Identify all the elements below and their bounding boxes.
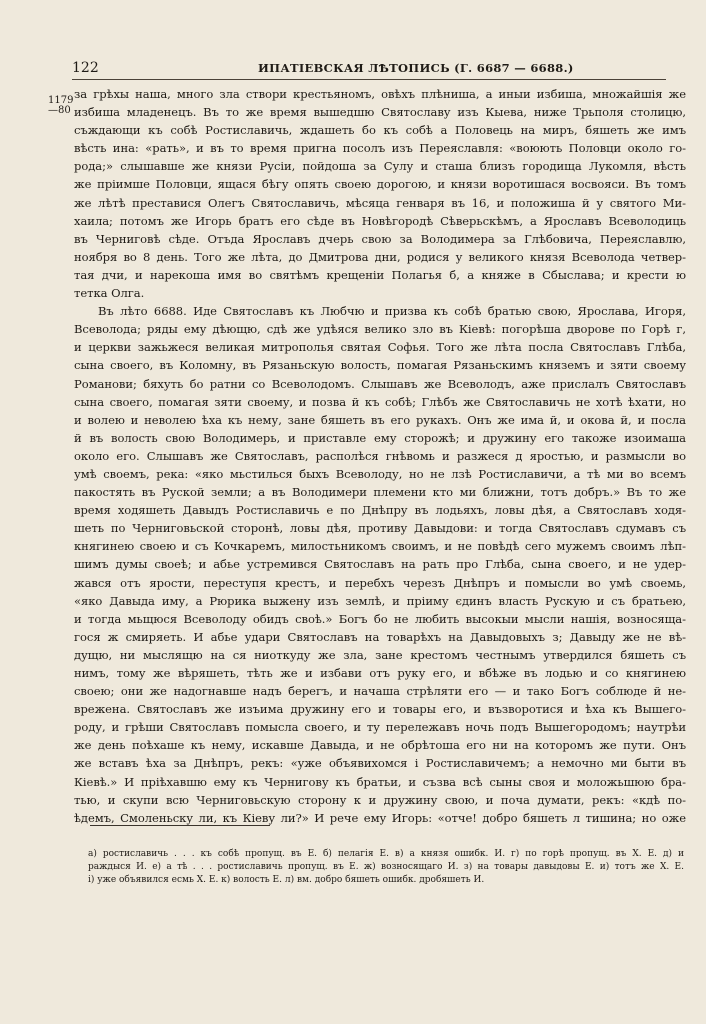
text-line: въ Черниговѣ сѣде. Отъда Ярославъ дчерь свою за Володимера за Глѣбовича, Переяславлю, bbox=[74, 231, 686, 246]
text-line: сына своего, въ Коломну, въ Рязаньскую волость, помагая Рязаньскимъ княземъ и зяти своему bbox=[74, 358, 686, 373]
text-line: ѣдемъ, Смоленьску ли, къ Кіеву ли?» И рече ему Игорь: «отче! добро бяшеть л тишина; но оже bbox=[74, 810, 686, 825]
text-line: своею; они же надогнавше надъ берегъ, и начаша стрѣляти его — и тако Богъ соблюде й не- bbox=[74, 684, 686, 699]
text-line: и тогда мьщюся Всеволоду обидъ своѣ.» Богъ бо не любить высокыи мысли нашія, возносяща- bbox=[74, 611, 686, 626]
text-line: и церкви зажьжеся великая митрополья святая Софья. Того же лѣта посла Святославъ Глѣба, bbox=[74, 340, 686, 355]
text-line: же вставъ ѣха за Днѣпръ, рекъ: «уже объявихомся і Ростиславичемъ; а немочно ми быти въ bbox=[74, 756, 686, 771]
footnote-line: а) ростиславичь . . . къ собѣ пропущ. въ Е. б) пелагія Е. в) а князя ошибк. И. г) по горѣ пропущ. въ Х. Е. д) и bbox=[88, 849, 684, 859]
text-line: Романови; бяхуть бо ратни со Всеволодомъ. Слышавъ же Всеволодъ, аже прислалъ Святославъ bbox=[74, 376, 686, 391]
text-line: же лѣтѣ преставися Олегъ Святославичь, мѣсяца генваря въ 16, и положиша й у святого Ми- bbox=[74, 195, 686, 210]
text-line: ноября во 8 день. Того же лѣта, до Дмитрова дни, родися у великого князя Всеволода четвер- bbox=[74, 249, 686, 264]
text-line: Всеволода; ряды ему дѣющю, сдѣ же удѣяся велико зло въ Кіевѣ: погорѣша дворове по Горѣ г, bbox=[74, 322, 686, 337]
margin-year-bottom: —80 bbox=[48, 105, 71, 116]
page-number: 122 bbox=[72, 60, 99, 76]
text-line: гося ж смиряеть. И абье удари Святославъ на товарѣхъ на Давыдовыхъ з; Давыду же не вѣ- bbox=[74, 629, 686, 644]
main-text bbox=[74, 85, 686, 827]
text-line: хаила; потомъ же Игорь братъ его сѣде въ Новѣгородѣ Сѣверьскѣмъ, а Ярославъ Всеволодиць bbox=[74, 213, 686, 228]
text-line: умѣ своемъ, река: «яко мьстилься быхъ Всеволоду, но не лзѣ Ростиславичи, а тѣ ми во всемъ bbox=[74, 466, 686, 481]
text-line: время ходяшеть Давыдъ Ростиславичь е по Днѣпру въ лодьяхъ, ловы дѣя, а Святославъ ходя- bbox=[74, 503, 686, 518]
text-line: рода;» слышавше же князи Русіи, пойдоша за Сулу и сташа близъ городища Лукомля, вѣсть bbox=[74, 159, 686, 174]
text-line: шеть по Черниговьской сторонѣ, ловы дѣя, противу Давыдови: и тогда Святославъ сдумавъ съ bbox=[74, 521, 686, 536]
running-title: ИПАТІЕВСКАЯ ЛѢТОПИСЬ (Г. 6687 — 6688.) bbox=[258, 61, 574, 75]
text-line: Кіевѣ.» И пріѣхавшю ему къ Чернигову къ братьи, и съзва всѣ сыны своя и моложьшюю бра- bbox=[74, 774, 686, 789]
footnotes bbox=[88, 848, 684, 887]
text-line: жався отъ ярости, переступя крестъ, и перебхъ черезъ Днѣпръ и помысли во умѣ своемь, bbox=[74, 575, 686, 590]
text-line: тетка Олга. bbox=[74, 286, 145, 301]
text-line: за грѣхы наша, много зла створи крестьяномъ, овѣхъ плѣниша, а иныи избиша, множайшія же bbox=[74, 87, 686, 101]
text-line: врежена. Святославъ же изъима дружину его и товары его, и възворотися и ѣха къ Вышего- bbox=[74, 702, 686, 717]
text-line: и волею и неволею ѣха къ нему, зане бяшеть въ его рукахъ. Онъ же има й, и окова й, и посла bbox=[74, 412, 686, 427]
text-line: тью, и скупи всю Черниговьскую сторону к и дружину свою, и поча думати, рекъ: «кдѣ по- bbox=[74, 792, 686, 807]
text-line: вѣсть ина: «рать», и въ то время пригна посолъ изъ Переяславля: «воюють Половци около го- bbox=[74, 141, 686, 156]
text-line: около его. Слышавъ же Святославъ, располѣся гнѣвомь и разжеся д яростью, и размысли во bbox=[74, 448, 686, 463]
text-line: шимъ думы своеѣ; и абье устремився Святославъ на рать про Глѣба, сына своего, и не удер- bbox=[74, 557, 686, 572]
text-line: роду, и грѣши Святославъ помысла своего, и ту перележавъ ночь подъ Вышегородомъ; наутрѣи bbox=[74, 720, 686, 735]
footnote-line: і) уже объявился есмь Х. Е. к) волость Е. л) вм. добро бяшеть ошибк. дробяшеть И. bbox=[88, 875, 485, 885]
text-line: нимъ, тому же вѣряшеть, тѣть же и избави отъ руку его, и вбѣже въ лодью и со княгинею bbox=[74, 666, 686, 680]
text-line: княгинею своею и съ Кочкаремъ, милостьникомъ своимъ, и не повѣдѣ сего мужемъ своимъ лѣп- bbox=[74, 539, 686, 554]
text-line: избиша младенецъ. Въ то же время вышедшю Святославу изъ Кыева, ниже Трьполя столицю, bbox=[74, 105, 686, 120]
text-line: съждающи къ собѣ Ростиславичь, ждашеть бо къ собѣ а Половець на миръ, бяшеть же имъ bbox=[74, 123, 686, 138]
footnote-rule bbox=[90, 825, 270, 826]
text-line: сына своего, помагая зяти своему, и позва й къ собѣ; Глѣбъ же Святославичь не хотѣ ѣхати, но bbox=[74, 394, 686, 409]
text-line: Въ лѣто 6688. Иде Святославъ къ Любчю и призва къ собѣ братью свою, Ярослава, Игоря, bbox=[98, 304, 686, 319]
footnote-line: раждыся И. е) а тѣ . . . ростиславичь пропущ. въ Е. ж) возносящаго И. з) на товары давыдовы Е. и) тотъ же Х. Е. bbox=[88, 862, 684, 872]
text-line: й въ волость свою Володимерь, и приставле ему сторожѣ; и дружину его такоже изоимаша bbox=[74, 430, 686, 445]
text-line: «яко Давыда иму, а Рюрика выжену изъ землѣ, и пріиму єдинъ власть Рускую и съ братьею, bbox=[74, 593, 686, 608]
text-line: тая дчи, и нарекоша имя во святѣмъ крещеніи Полагья б, а княже в Сбыслава; и крести ю bbox=[74, 267, 686, 282]
text-line: же день поѣхаше къ нему, искавше Давыда, и не обрѣтоша его ни на которомъ же пути. Онъ bbox=[74, 738, 686, 753]
page-header bbox=[72, 60, 666, 78]
header-rule bbox=[72, 79, 666, 80]
text-line: пакостять въ Руской земли; а въ Володимери племени кто ми ближни, тотъ добръ.» Въ то же bbox=[74, 485, 686, 500]
text-line: же пріимше Половци, ящася бѣгу опять своею дорогою, и князи воротишася восвояси. Въ томъ bbox=[74, 177, 686, 192]
margin-year-top: 1179 bbox=[48, 95, 74, 106]
text-line: дущю, ни мыслящю на ся ниоткуду же зла, зане крестомъ честнымъ утвердился бяшеть съ bbox=[74, 647, 686, 662]
